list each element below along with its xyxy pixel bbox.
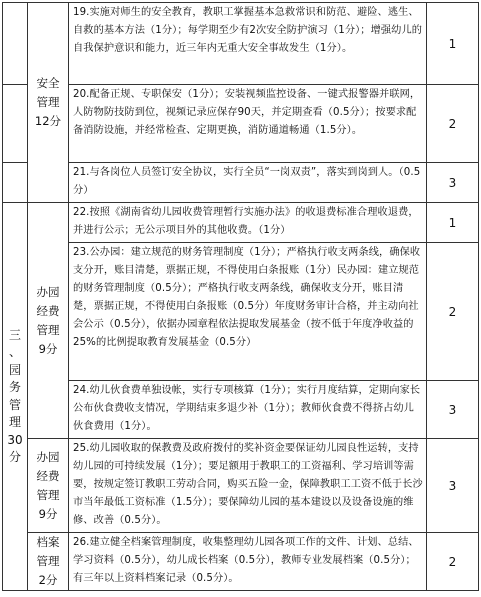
- item-score: 1: [427, 3, 479, 85]
- item-score: 3: [427, 381, 479, 439]
- table-row: [3, 243, 479, 381]
- table-row: [3, 439, 479, 533]
- table-row: [3, 533, 479, 591]
- table-row: [3, 3, 479, 85]
- category-cell-top: [3, 3, 28, 85]
- item-score: 2: [427, 243, 479, 381]
- item-text: 26.建立健全档案管理制度，收集整理幼儿园各项工作的文件、计划、总结、学习资料（0.5分），幼儿成长档案（0.5分），教师专业发展档案（0.5分）；有三年以上资料档案记录（0.5分）。: [69, 533, 427, 591]
- item-text: 20.配备正规、专职保安（1分）；安装视频监控设备、一键式报警器并联网，人防物防技防到位，视频记录应保存90天，并定期查看（0.5分）；按要求配备消防设施，并经常检查、定期更换，消防通道畅通（1.5分）。: [69, 85, 427, 163]
- item-text: 24.幼儿伙食费单独设帐，实行专项核算（1分）；实行月度结算，定期向家长公布伙食费收支情况，学期结束多退少补（1分）；教师伙食费不得挤占幼儿伙食费用（1分）。: [69, 381, 427, 439]
- category-cell-top: [3, 163, 28, 203]
- item-score: 3: [427, 439, 479, 533]
- item-text: 19.实施对师生的安全教育，教职工掌握基本急救常识和防范、避险、逃生、自救的基本方法（1分）；每学期至少有2次安全防护演习（1分）；增强幼儿的自我保护意识和能力，近三年内无重大安全事故发生（1分）。: [69, 3, 427, 85]
- table-row: [3, 163, 479, 203]
- table-row: [3, 381, 479, 439]
- item-score: 3: [427, 163, 479, 203]
- table-row: [3, 203, 479, 243]
- item-text: 23.公办园：建立规范的财务管理制度（1分）；严格执行收支两条线，确保收支分开，账目清楚，票据正规，不得使用白条报账（1分）民办园：建立规范的财务管理制度（0.5分）；严格执行收支两条线，确保收支分开，账目清楚，票据正规，不得使用白条报账（0.5分）年度财务审计合格，并主动向社会公示（0.5分），依据办园章程依法提取发展基金（按不低于年度净收益的25%的比例提取教育发展基金（0.5分）: [69, 243, 427, 381]
- evaluation-table: [2, 2, 479, 591]
- item-text: 21.与各岗位人员签订安全协议，实行全员“一岗双责”，落实到岗到人。（0.5分）: [69, 163, 427, 203]
- subcategory-safety: 安全 管理 12分: [28, 3, 69, 203]
- table-row: [3, 85, 479, 163]
- subcategory-fees-2: 办园 经费 管理 9分: [28, 439, 69, 533]
- item-text: 22.按照《湖南省幼儿园收费管理暂行实施办法》的收退费标准合理收退费，并进行公示；无公示项目外的其他收费。（1分）: [69, 203, 427, 243]
- item-score: 2: [427, 85, 479, 163]
- subcategory-fees: 办园 经费 管理 9分: [28, 203, 69, 439]
- item-text: 25.幼儿园收取的保教费及政府拨付的奖补资金要保证幼儿园良性运转，支持幼儿园的可持续发展（1分）；要足额用于教职工的工资福利、学习培训等需要，按规定签订教职工劳动合同，购买五险一金，保障教职工工资不低于长沙市当年最低工资标准（1.5分）；要保障幼儿园的基本建设以及设备设施的维修、改善（0.5分）。: [69, 439, 427, 533]
- category-label: 三 、 园 务 管 理 30 分: [3, 203, 28, 591]
- item-score: 1: [427, 203, 479, 243]
- subcategory-archives: 档案 管理 2分: [28, 533, 69, 591]
- category-cell-top: [3, 85, 28, 163]
- item-score: 2: [427, 533, 479, 591]
